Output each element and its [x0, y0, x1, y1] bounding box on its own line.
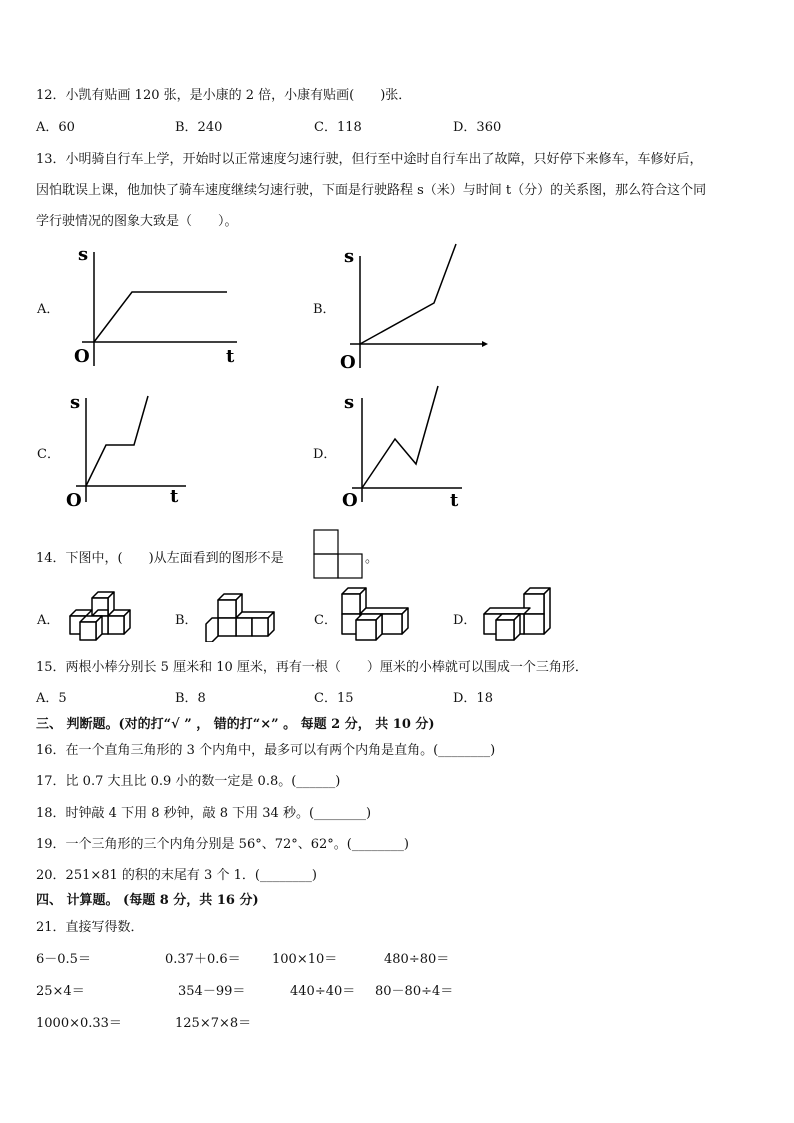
q15-option-a: A．5 [36, 691, 67, 706]
q14-cubes-c [338, 586, 414, 642]
graph-d-axis-s: s [344, 392, 355, 413]
calc-item: 440÷40＝ [290, 984, 356, 999]
q13-graph-c [62, 384, 192, 514]
graph-a-origin: O [74, 346, 90, 367]
q15-option-b: B．8 [175, 691, 206, 706]
q14-cubes-b [204, 590, 284, 642]
graph-a-axis-s: s [78, 244, 89, 265]
graph-d-axis-t: t [450, 490, 459, 511]
q13-graph-a [62, 236, 252, 376]
q13-stem-line2: 因怕耽误上课，他加快了骑车速度继续匀速行驶，下面是行驶路程 s（米）与时间 t（分）的关系图，那么符合这个同 [36, 183, 707, 198]
calc-item: 25×4＝ [36, 984, 85, 999]
calc-item: 1000×0.33＝ [36, 1016, 122, 1031]
graph-b-line [360, 244, 456, 344]
calc-item: 80－80÷4＝ [375, 984, 454, 999]
q17: 17．比 0.7 大且比 0.9 小的数一定是 0.8。(______) [36, 774, 341, 789]
q18: 18．时钟敲 4 下用 8 秒钟，敲 8 下用 34 秒。(________) [36, 806, 372, 821]
graph-b-x-arrow [482, 341, 488, 347]
calc-item: 100×10＝ [272, 952, 338, 967]
graph-a-line [94, 292, 227, 342]
q14-cubes-a [66, 588, 138, 642]
q14-option-b-label: B． [175, 613, 198, 628]
q13-graph-d [340, 384, 470, 514]
q13-graph-b [336, 236, 496, 376]
graph-b-axis-s: s [344, 246, 355, 267]
q13-stem-line3: 学行驶情况的图象大致是（ ）。 [36, 214, 238, 229]
section3-title: 三、 判断题。(对的打“√ ” ， 错的打“×” 。 每题 2 分， 共 10 分) [36, 717, 435, 732]
q12-option-d: D．360 [453, 120, 502, 135]
section4-title: 四、 计算题。 (每题 8 分，共 16 分) [36, 893, 259, 908]
graph-c-line [86, 396, 148, 486]
q15-stem: 15．两根小棒分别长 5 厘米和 10 厘米，再有一根（ ）厘米的小棒就可以围成一个三角形． [36, 660, 588, 675]
q14-cubes-d [480, 586, 556, 642]
graph-c-origin: O [66, 490, 82, 511]
q16: 16．在一个直角三角形的 3 个内角中，最多可以有两个内角是直角。(________) [36, 743, 496, 758]
graph-d-line [362, 386, 438, 488]
calc-item: 125×7×8＝ [175, 1016, 252, 1031]
q19: 19．一个三角形的三个内角分别是 56°、72°、62°。(________) [36, 837, 409, 852]
q13-stem-line1: 13．小明骑自行车上学，开始时以正常速度匀速行驶，但行至中途时自行车出了故障，只好停下来修车，车修好后， [36, 152, 703, 167]
q13-option-d-label: D． [313, 447, 337, 462]
q12-option-a: A．60 [36, 120, 75, 135]
graph-c-axis-s: s [70, 392, 81, 413]
q15-option-d: D．18 [453, 691, 493, 706]
q12-option-b: B．240 [175, 120, 223, 135]
q13-option-b-label: B． [313, 302, 336, 317]
q14-stem-after: 。 [365, 551, 379, 566]
graph-d-origin: O [342, 490, 358, 511]
calc-item: 0.37＋0.6＝ [165, 952, 241, 967]
q14-option-a-label: A． [37, 613, 60, 628]
q14-stem-before: 14．下图中，( )从左面看到的图形不是 [36, 551, 284, 566]
graph-b-origin: O [340, 352, 356, 373]
q12-option-c: C．118 [314, 120, 362, 135]
q13-option-a-label: A． [37, 302, 60, 317]
q20: 20．251×81 的积的末尾有 3 个 1．(________) [36, 868, 318, 883]
q14-option-d-label: D． [453, 613, 477, 628]
q13-option-c-label: C． [37, 447, 60, 462]
q14-option-c-label: C． [314, 613, 337, 628]
q15-option-c: C．15 [314, 691, 354, 706]
calc-item: 354－99＝ [178, 984, 246, 999]
calc-item: 6－0.5＝ [36, 952, 91, 967]
q14-stem [36, 547, 284, 566]
graph-c-axis-t: t [170, 486, 179, 507]
graph-a-axis-t: t [226, 346, 235, 367]
calc-item: 480÷80＝ [384, 952, 450, 967]
q12-stem: 12．小凯有贴画 120 张，是小康的 2 倍，小康有贴画( )张． [36, 88, 412, 103]
q14-view-shape [312, 528, 364, 580]
q21-stem: 21．直接写得数． [36, 920, 144, 935]
